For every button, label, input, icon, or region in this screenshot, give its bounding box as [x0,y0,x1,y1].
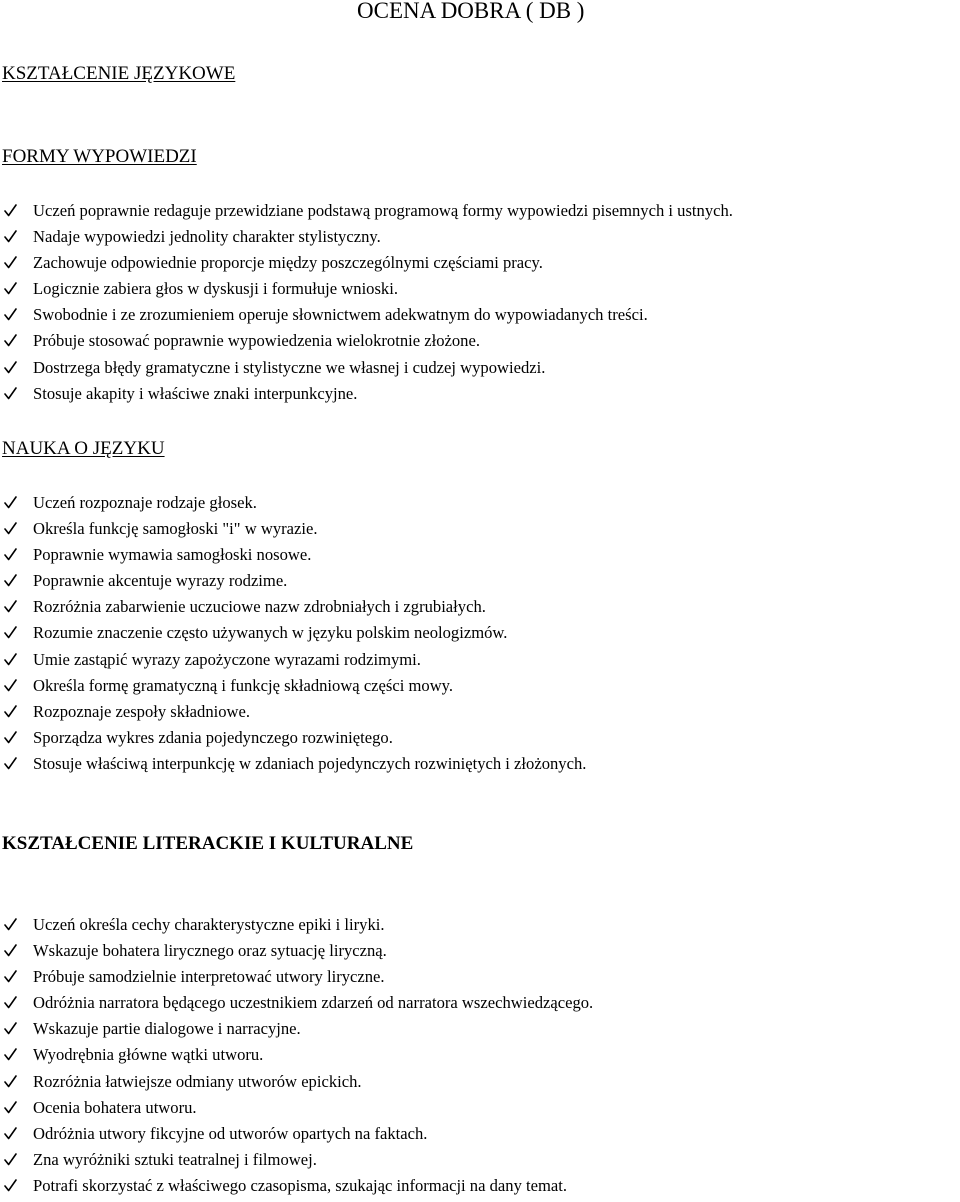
list-item-text: Określa formę gramatyczną i funkcję składniową części mowy. [33,675,454,695]
list-item-text: Wskazuje bohatera lirycznego oraz sytuację liryczną. [33,941,387,961]
list-item [0,1042,593,1068]
list-item-text: Umie zastąpić wyrazy zapożyczone wyrazami rodzimymi. [33,649,421,669]
list-item-text: Rozróżnia zabarwienie uczuciowe nazw zdrobniałych i zgrubiałych. [33,597,486,617]
checkmark-icon [4,1153,17,1166]
list-item-text: Rozpoznaje zespoły składniowe. [33,701,251,721]
list-item [0,1147,593,1173]
checkmark-icon [4,1127,17,1140]
section-heading-nauka-o-jezyku: NAUKA O JĘZYKU [2,438,165,459]
checkmark-icon [4,230,17,243]
list-item [0,1069,593,1095]
list-item-text: Uczeń rozpoznaje rodzaje głosek. [33,493,257,512]
list-item [0,198,733,224]
list-item [0,224,733,250]
checkmark-icon [4,944,17,957]
list-item-text: Uczeń poprawnie redaguje przewidziane podstawą programową formy wypowiedzi pisemnych i ustnych. [33,201,733,220]
checkmark-icon [4,918,17,931]
checkmark-icon [4,996,17,1009]
list-item-text: Rozróżnia łatwiejsze odmiany utworów epickich. [33,1071,362,1091]
checkmark-icon [4,308,17,321]
list-item [0,302,733,328]
checkmark-icon [4,361,17,374]
list-item-text: Odróżnia narratora będącego uczestnikiem zdarzeń od narratora wszechwiedzącego. [33,993,594,1013]
list-item-text: Zna wyróżniki sztuki teatralnej i filmowej. [33,1149,317,1169]
list-item-text: Określa funkcję samogłoski "i" w wyrazie. [33,519,318,539]
section-heading-ksztalcenie-literackie: KSZTAŁCENIE LITERACKIE I KULTURALNE [2,833,414,854]
list-item [0,355,733,381]
checkmark-icon [4,757,17,770]
list-item [0,594,586,620]
list-item-text: Dostrzega błędy gramatyczne i stylistyczne we własnej i cudzej wypowiedzi. [33,357,546,377]
list-item [0,938,593,964]
checkmark-icon [4,653,17,666]
document-title: OCENA DOBRA ( DB ) [357,0,585,23]
list-item-text: Nadaje wypowiedzi jednolity charakter stylistyczny. [33,227,381,247]
checkmark-icon [4,334,17,347]
checkmark-icon [4,496,17,509]
checkmark-icon [4,282,17,295]
list-item [0,490,586,516]
checkmark-icon [4,1179,17,1192]
checkmark-icon [4,731,17,744]
checkmark-icon [4,1075,17,1088]
list-item [0,620,586,646]
list-item [0,964,593,990]
list-item [0,568,586,594]
list-item [0,673,586,699]
list-item [0,276,733,302]
list-item-text: Rozumie znaczenie często używanych w języku polskim neologizmów. [33,623,508,643]
list-item [0,250,733,276]
checkmark-icon [4,705,17,718]
list-item [0,647,586,673]
list-item-text: Poprawnie akcentuje wyrazy rodzime. [33,571,288,591]
list-item-text: Zachowuje odpowiednie proporcje między poszczególnymi częściami pracy. [33,253,543,273]
checklist-ksztalcenie-literackie [0,912,593,1199]
checkmark-icon [4,1101,17,1114]
list-item-text: Próbuje stosować poprawnie wypowiedzenia wielokrotnie złożone. [33,331,480,351]
checklist-nauka-o-jezyku [0,490,586,777]
list-item-text: Logicznie zabiera głos w dyskusji i formułuje wnioski. [33,279,398,299]
list-item-text: Próbuje samodzielnie interpretować utwory liryczne. [33,967,385,987]
list-item [0,725,586,751]
list-item [0,516,586,542]
list-item [0,381,733,407]
list-item [0,328,733,354]
checkmark-icon [4,679,17,692]
list-item-text: Sporządza wykres zdania pojedynczego rozwiniętego. [33,727,393,747]
list-item-text: Odróżnia utwory fikcyjne od utworów opartych na faktach. [33,1123,428,1143]
list-item [0,912,593,938]
checkmark-icon [4,204,17,217]
list-item [0,1173,593,1199]
list-item-text: Uczeń określa cechy charakterystyczne epiki i liryki. [33,915,385,934]
checkmark-icon [4,1022,17,1035]
list-item [0,990,593,1016]
list-item [0,1016,593,1042]
list-item-text: Stosuje akapity i właściwe znaki interpunkcyjne. [33,383,358,403]
list-item-text: Poprawnie wymawia samogłoski nosowe. [33,545,312,565]
list-item-text: Ocenia bohatera utworu. [33,1097,197,1117]
list-item-text: Wyodrębnia główne wątki utworu. [33,1045,264,1065]
list-item [0,542,586,568]
list-item-text: Potrafi skorzystać z właściwego czasopisma, szukając informacji na dany temat. [33,1175,568,1195]
checkmark-icon [4,387,17,400]
checkmark-icon [4,600,17,613]
list-item [0,699,586,725]
checkmark-icon [4,970,17,983]
checkmark-icon [4,548,17,561]
list-item-text: Wskazuje partie dialogowe i narracyjne. [33,1019,301,1039]
list-item [0,751,586,777]
list-item [0,1095,593,1121]
checkmark-icon [4,256,17,269]
list-item-text: Swobodnie i ze zrozumieniem operuje słownictwem adekwatnym do wypowiadanych treści. [33,305,648,325]
section-heading-ksztalcenie-jezykowe: KSZTAŁCENIE JĘZYKOWE [2,63,236,84]
checklist-formy-wypowiedzi [0,198,733,407]
list-item [0,1121,593,1147]
checkmark-icon [4,574,17,587]
checkmark-icon [4,626,17,639]
checkmark-icon [4,522,17,535]
checkmark-icon [4,1048,17,1061]
section-heading-formy-wypowiedzi: FORMY WYPOWIEDZI [2,146,197,167]
list-item-text: Stosuje właściwą interpunkcję w zdaniach pojedynczych rozwiniętych i złożonych. [33,753,587,773]
